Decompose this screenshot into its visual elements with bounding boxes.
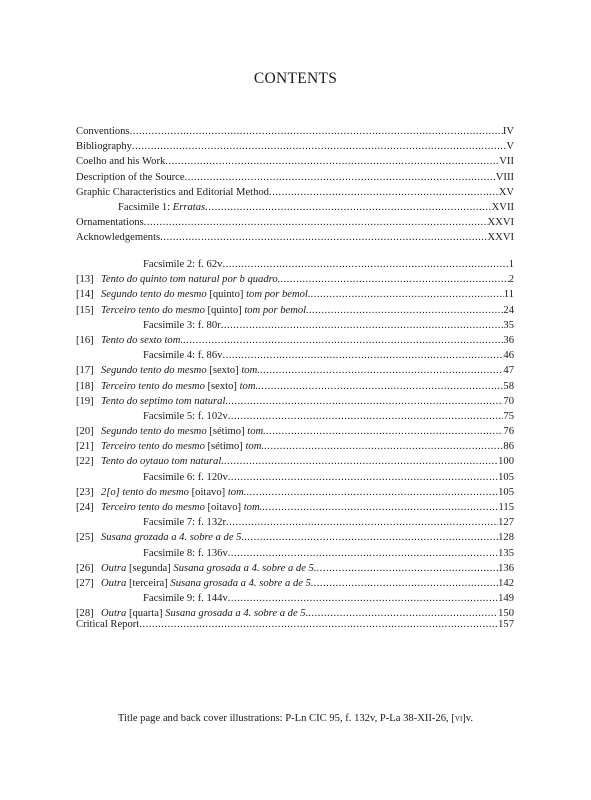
entry-number: [22]: [76, 456, 94, 468]
toc-entry[interactable]: [76, 454, 514, 469]
entry-title: [76, 617, 139, 632]
toc-works: [76, 257, 514, 622]
page-number: 105: [498, 471, 514, 483]
toc-entry[interactable]: [76, 287, 514, 302]
entry-number: [28]: [76, 608, 94, 620]
entry-title: [101, 272, 280, 287]
page-number: 70: [503, 395, 514, 407]
entry-title-bracket: [quarta]: [126, 608, 166, 620]
page-number: XXVI: [487, 232, 514, 244]
page-number: VII: [499, 156, 514, 168]
entry-title-italic: Segundo tento do mesmo: [101, 365, 207, 377]
dot-leader: [144, 215, 488, 230]
toc-entry[interactable]: [76, 546, 514, 561]
page-number: XVII: [491, 201, 514, 213]
entry-title: [143, 591, 228, 606]
toc-entry[interactable]: [76, 470, 514, 485]
entry-title: [76, 230, 160, 245]
dot-leader: [228, 546, 498, 561]
page-number: IV: [502, 126, 514, 137]
page-number: 47: [503, 365, 514, 377]
page-number: 136: [498, 562, 514, 574]
entry-title: [101, 394, 228, 409]
entry-title: [101, 561, 317, 576]
toc-entry[interactable]: [76, 230, 514, 245]
dot-leader: [269, 185, 499, 200]
page-number: 142: [498, 577, 514, 589]
entry-title-bracket: [sétimo]: [204, 441, 246, 453]
entry-title: [118, 200, 205, 215]
entry-number: [19]: [76, 395, 94, 407]
dot-leader: [183, 333, 503, 348]
entry-title-italic: Outra: [101, 577, 127, 589]
entry-number: [20]: [76, 426, 94, 438]
entry-title-text: Description of the Source: [76, 171, 185, 183]
toc-front-matter: [76, 124, 514, 246]
entry-title-bracket: [oitavo]: [204, 502, 244, 513]
entry-title: [143, 409, 228, 424]
credit-text: Title page and back cover illustrations: P-Ln CIC 95, f. 132v, P-La 38-XII-26, [: [117, 713, 455, 724]
dot-leader: [224, 454, 498, 469]
toc-entry[interactable]: [76, 515, 514, 530]
entry-title: [101, 363, 260, 378]
toc-entry[interactable]: [76, 394, 514, 409]
entry-title-text: Facsimile 9: f. 144v: [143, 593, 228, 605]
entry-title: [76, 185, 269, 200]
entry-title: [101, 576, 314, 591]
page-number: 11: [503, 289, 514, 301]
entry-title: [76, 154, 165, 169]
entry-title-italic-2: Susana grosada a 4. sobre a de 5.: [173, 562, 317, 574]
dot-leader: [244, 530, 498, 545]
entry-number: [26]: [76, 562, 94, 574]
toc-entry[interactable]: [76, 124, 514, 139]
toc-entry[interactable]: [76, 500, 514, 515]
toc-entry[interactable]: [76, 333, 514, 348]
entry-title-italic-2: tom.: [227, 486, 247, 498]
dot-leader: [132, 139, 506, 154]
entry-title-text: Acknowledgements: [76, 232, 161, 244]
entry-title-italic: Segundo tento do mesmo: [101, 426, 207, 438]
entry-title-italic: 2[o] tento do mesmo: [101, 486, 189, 498]
dot-leader: [130, 124, 503, 139]
entry-title-italic-2: tom.: [241, 365, 260, 377]
toc-entry[interactable]: [76, 215, 514, 230]
dot-leader: [280, 272, 508, 287]
dot-leader: [317, 561, 499, 576]
toc-entry[interactable]: [76, 576, 514, 591]
entry-title-bracket: [sexto]: [206, 365, 242, 377]
toc-back-matter: [76, 617, 514, 632]
page-number: 76: [503, 426, 514, 438]
entry-title-italic: Susana grozada a 4. sobre a de 5.: [101, 532, 245, 544]
entry-title-italic-2: tom por bemol.: [246, 289, 311, 301]
page-number: 105: [498, 486, 514, 498]
entry-title-text: Facsimile 8: f. 136v: [143, 547, 228, 559]
entry-title: [101, 287, 311, 302]
entry-number: [27]: [76, 577, 94, 589]
entry-title-text: Facsimile 2: f. 62v: [143, 259, 223, 270]
entry-title: [101, 500, 262, 515]
toc-entry[interactable]: [76, 561, 514, 576]
entry-title: [143, 515, 226, 530]
entry-number: [13]: [76, 274, 94, 286]
dot-leader: [226, 515, 498, 530]
entry-title-bracket: [sétimo]: [206, 426, 248, 438]
page-number: 75: [503, 410, 514, 422]
entry-title: [76, 215, 144, 230]
entry-title-italic: Tento do sexto tom.: [101, 334, 184, 346]
dot-leader: [228, 591, 498, 606]
toc-entry[interactable]: [76, 439, 514, 454]
page-number: XXVI: [487, 217, 514, 229]
entry-title-bracket: [sexto]: [204, 380, 240, 392]
page-number: 86: [503, 441, 514, 453]
toc-entry[interactable]: [76, 530, 514, 545]
entry-number: [14]: [76, 289, 94, 301]
entry-title: [101, 454, 224, 469]
page-number: 157: [498, 619, 514, 630]
toc-entry[interactable]: [76, 485, 514, 500]
entry-title-italic: Terceiro tento do mesmo: [101, 380, 205, 392]
entry-title-italic-2: tom por bemol.: [244, 304, 309, 316]
toc-entry[interactable]: [76, 257, 514, 272]
entry-title-text: Ornamentations: [76, 217, 144, 229]
toc-entry[interactable]: [76, 272, 514, 287]
entry-title: [143, 546, 228, 561]
toc-entry[interactable]: [76, 318, 514, 333]
entry-title-italic-2: tom.: [239, 380, 259, 392]
dot-leader: [260, 363, 504, 378]
dot-leader: [228, 394, 503, 409]
entry-title-text: Facsimile 1:: [118, 201, 173, 213]
toc-entry[interactable]: [76, 379, 514, 394]
toc-entry[interactable]: [76, 139, 514, 154]
dot-leader: [266, 424, 504, 439]
toc-entry[interactable]: [76, 200, 514, 215]
page-number: 1: [508, 259, 514, 270]
entry-title: [101, 303, 309, 318]
entry-title-text: Bibliography: [76, 141, 132, 153]
credit-roman: vi: [454, 713, 463, 724]
entry-title-italic: Outra: [101, 562, 127, 574]
entry-title-italic: Tento do septimo tom natural.: [101, 395, 229, 407]
entry-number: [23]: [76, 486, 94, 498]
toc-entry[interactable]: [76, 154, 514, 169]
dot-leader: [228, 470, 498, 485]
toc-entry[interactable]: [76, 617, 514, 632]
entry-title-italic: Terceiro tento do mesmo: [101, 502, 205, 513]
entry-title-italic-2: Susana grosada a 4. sobre a de 5.: [165, 608, 309, 620]
entry-title-bracket: [quinto]: [206, 289, 247, 301]
entry-number: [25]: [76, 532, 94, 544]
page-number: 149: [498, 593, 514, 605]
entry-title-italic: Segundo tento do mesmo: [101, 289, 207, 301]
entry-title-text: Conventions: [76, 126, 130, 137]
entry-title-italic-2: tom.: [247, 426, 266, 438]
entry-title: [101, 530, 244, 545]
page-number: 35: [503, 319, 514, 331]
entry-title: [101, 439, 264, 454]
entry-title: [143, 318, 221, 333]
entry-title: [101, 379, 258, 394]
toc-entry[interactable]: [76, 348, 514, 363]
entry-title: [143, 348, 222, 363]
entry-title: [143, 470, 228, 485]
dot-leader: [314, 576, 499, 591]
page-number: 127: [498, 517, 514, 529]
entry-title-italic: Outra: [101, 608, 127, 620]
dot-leader: [205, 200, 492, 215]
entry-title-text: Facsimile 3: f. 80r: [143, 319, 221, 331]
page-number: 100: [498, 456, 514, 468]
entry-number: [16]: [76, 334, 94, 346]
entry-title-text: Facsimile 6: f. 120v: [143, 471, 228, 483]
dot-leader: [139, 617, 498, 632]
page-number: XV: [498, 186, 514, 198]
entry-title-italic: Tento do oytauo tom natural.: [101, 456, 224, 468]
dot-leader: [165, 154, 499, 169]
dot-leader: [222, 257, 508, 272]
dot-leader: [221, 318, 504, 333]
credit-text-end: ]v.: [462, 713, 474, 724]
page-number: 46: [503, 350, 514, 362]
dot-leader: [160, 230, 487, 245]
page-number: 115: [498, 502, 514, 513]
entry-title: [76, 124, 130, 139]
entry-title: [101, 333, 183, 348]
toc-entry[interactable]: [76, 409, 514, 424]
entry-title-bracket: [segunda]: [126, 562, 174, 574]
entry-title-text: Facsimile 7: f. 132r: [143, 517, 226, 529]
toc-entry[interactable]: [76, 170, 514, 185]
page-number: 58: [503, 380, 514, 392]
page-number: V: [506, 141, 514, 153]
page-title: CONTENTS: [253, 70, 338, 87]
toc-entry[interactable]: [76, 363, 514, 378]
entry-title-text: Graphic Characteristics and Editorial Method: [76, 186, 269, 198]
dot-leader: [309, 303, 504, 318]
page-number: VIII: [495, 171, 514, 183]
page-number: 24: [503, 304, 514, 316]
entry-title-italic: Erratas: [172, 201, 206, 213]
entry-number: [15]: [76, 304, 94, 316]
entry-title: [101, 485, 246, 500]
entry-title-italic-2: tom.: [245, 441, 265, 453]
illustration-credit: [0, 713, 591, 724]
dot-leader: [246, 485, 498, 500]
entry-title-italic-2: Susana grosada a 4. sobre a de 5.: [170, 577, 314, 589]
entry-title: [76, 139, 132, 154]
toc-entry[interactable]: [76, 185, 514, 200]
entry-number: [24]: [76, 502, 94, 513]
dot-leader: [222, 348, 503, 363]
dot-leader: [311, 287, 504, 302]
dot-leader: [228, 409, 504, 424]
dot-leader: [262, 500, 498, 515]
dot-leader: [258, 379, 503, 394]
toc-entry[interactable]: [76, 303, 514, 318]
entry-title-text: Coelho and his Work: [76, 156, 166, 168]
toc-entry[interactable]: [76, 591, 514, 606]
entry-title-text: Facsimile 4: f. 86v: [143, 350, 223, 362]
dot-leader: [264, 439, 503, 454]
entry-number: [21]: [76, 441, 94, 453]
entry-title: [101, 424, 266, 439]
page-number: 135: [498, 547, 514, 559]
entry-title-bracket: [terceira]: [126, 577, 171, 589]
entry-number: [18]: [76, 380, 94, 392]
toc-entry[interactable]: [76, 424, 514, 439]
page-number: 2: [508, 274, 514, 286]
page-number: 36: [503, 334, 514, 346]
entry-title-text: Facsimile 5: f. 102v: [143, 410, 228, 422]
entry-number: [17]: [76, 365, 94, 377]
entry-title-bracket: [quinto]: [204, 304, 245, 316]
page-number: 128: [498, 532, 514, 544]
entry-title-italic: Tento do quinto tom natural por b quadro.: [101, 274, 281, 286]
page-number: 150: [498, 608, 514, 620]
dot-leader: [185, 170, 496, 185]
entry-title: [76, 170, 185, 185]
entry-title-italic-2: tom.: [243, 502, 263, 513]
entry-title-bracket: [oitavo]: [188, 486, 228, 498]
entry-title: [143, 257, 222, 272]
entry-title-text: Critical Report: [76, 619, 140, 630]
entry-title-italic: Terceiro tento do mesmo: [101, 441, 205, 453]
entry-title-italic: Terceiro tento do mesmo: [101, 304, 205, 316]
